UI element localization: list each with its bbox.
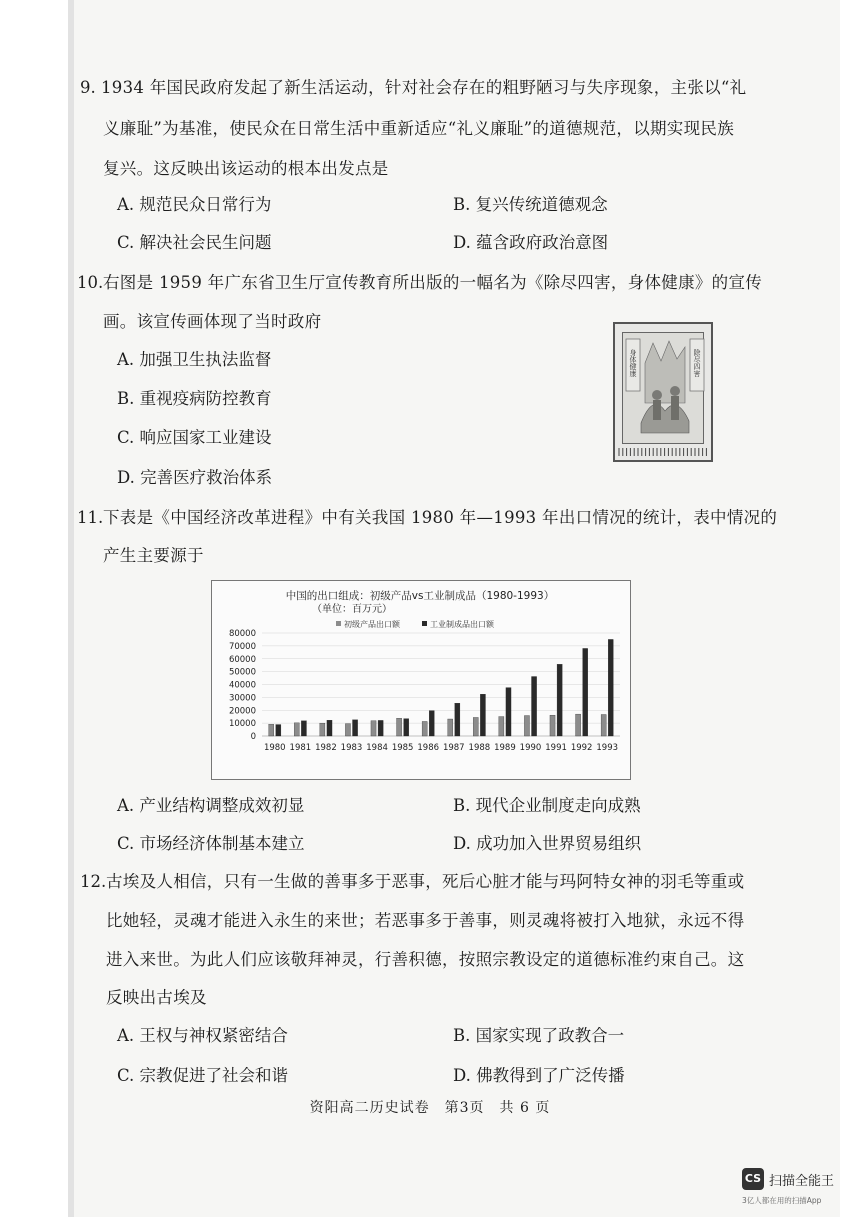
question-number: 11. [77, 508, 104, 527]
poster-right-text: 除尽四害 [693, 349, 701, 377]
propaganda-poster-image [613, 322, 713, 462]
poster-border-pattern [615, 446, 711, 458]
x-tick-label: 1985 [391, 743, 414, 753]
question-text-line: 画。该宣传画体现了当时政府 [103, 312, 322, 331]
x-tick-label: 1989 [494, 743, 516, 753]
x-tick-label: 1987 [442, 743, 465, 753]
question-number: 9. [80, 78, 96, 97]
bar-primary [371, 721, 376, 736]
x-tick-label: 1988 [468, 743, 491, 753]
bar-manufactured [404, 719, 409, 736]
option-a: A. 规范民众日常行为 [117, 195, 272, 214]
bar-manufactured [557, 664, 562, 736]
x-tick-label: 1980 [263, 743, 286, 753]
bar-manufactured [480, 694, 485, 736]
export-bar-chart [212, 581, 629, 778]
x-tick-label: 1984 [366, 743, 388, 753]
chart-subtitle: （单位：百万元） [312, 604, 392, 615]
y-tick-label: 0 [250, 732, 256, 742]
option-a: A. 产业结构调整成效初显 [117, 796, 305, 815]
option-b: B. 国家实现了政教合一 [453, 1026, 625, 1045]
chart-bars [269, 639, 614, 736]
question-text-line: 古埃及人相信，只有一生做的善事多于恶事，死后心脏才能与玛阿特女神的羽毛等重或 [106, 872, 745, 891]
y-tick-label: 10000 [228, 719, 256, 730]
page-footer: 资阳高二历史试卷 第3页 共 6 页 [309, 1100, 551, 1116]
bar-manufactured [429, 711, 434, 736]
poster-illustration [623, 333, 707, 447]
poster-artwork [622, 332, 704, 444]
bar-primary [320, 723, 325, 736]
option-a: A. 加强卫生执法监督 [117, 350, 272, 369]
y-tick-label: 50000 [228, 667, 256, 678]
bar-manufactured [608, 639, 613, 736]
chart-grid [262, 633, 620, 736]
bar-primary [550, 715, 555, 736]
bar-manufactured [506, 688, 511, 736]
question-text-line: 反映出古埃及 [106, 988, 207, 1007]
y-tick-label: 40000 [228, 680, 256, 691]
option-b: B. 复兴传统道德观念 [453, 195, 608, 214]
question-text-line: 1934 年国民政府发起了新生活运动，针对社会存在的粗野陋习与失序现象，主张以“礼 [101, 78, 747, 97]
bar-primary [397, 718, 402, 736]
bar-primary [576, 714, 581, 736]
x-tick-label: 1983 [340, 743, 363, 753]
bar-manufactured [455, 703, 460, 736]
question-text-line: 复兴。这反映出该运动的根本出发点是 [103, 159, 389, 178]
bar-manufactured [353, 720, 358, 736]
legend-swatch [336, 621, 341, 626]
question-text-line: 义廉耻”为基准，使民众在日常生活中重新适应“礼义廉耻”的道德规范，以期实现民族 [103, 119, 735, 138]
y-tick-label: 30000 [228, 693, 256, 704]
scanner-app-tagline: 3亿人都在用的扫描App [742, 1196, 822, 1205]
question-text-line: 比她轻，灵魂才能进入永生的来世；若恶事多于善事，则灵魂将被打入地狱，永远不得 [106, 911, 745, 930]
x-tick-label: 1982 [315, 743, 337, 753]
bar-primary [345, 724, 350, 736]
chart-legend [336, 619, 495, 629]
y-tick-label: 20000 [228, 706, 256, 717]
bar-manufactured [327, 720, 332, 736]
y-tick-label: 70000 [228, 641, 256, 652]
x-tick-label: 1986 [417, 743, 440, 753]
option-c: C. 解决社会民生问题 [117, 233, 272, 252]
bar-primary [269, 724, 274, 736]
bar-primary [499, 717, 504, 736]
bar-primary [601, 714, 606, 736]
legend-label: 初级产品出口额 [344, 620, 400, 629]
scanner-logo-icon: CS [742, 1168, 764, 1190]
option-c: C. 市场经济体制基本建立 [117, 834, 305, 853]
question-number: 12. [80, 872, 107, 891]
option-c: C. 响应国家工业建设 [117, 428, 272, 447]
bar-manufactured [583, 648, 588, 736]
x-tick-label: 1991 [545, 743, 567, 753]
x-tick-label: 1981 [289, 743, 312, 753]
option-d: D. 佛教得到了广泛传播 [453, 1066, 625, 1085]
poster-left-text: 身体健康 [629, 349, 637, 377]
question-text-line: 下表是《中国经济改革进程》中有关我国 1980 年—1993 年出口情况的统计，表中情况的 [103, 508, 778, 527]
x-tick-label: 1992 [570, 743, 593, 753]
y-tick-label: 60000 [228, 654, 256, 665]
bar-primary [473, 717, 478, 736]
bar-manufactured [276, 725, 281, 736]
bar-manufactured [532, 677, 537, 736]
option-d: D. 完善医疗救治体系 [117, 468, 273, 487]
option-a: A. 王权与神权紧密结合 [117, 1026, 288, 1045]
chart-title: 中国的出口组成：初级产品vs工业制成品（1980-1993） [285, 590, 555, 602]
x-tick-label: 1993 [596, 743, 619, 753]
option-d: D. 成功加入世界贸易组织 [453, 834, 642, 853]
chart-y-axis [229, 629, 256, 742]
question-text-line: 右图是 1959 年广东省卫生厅宣传教育所出版的一幅名为《除尽四害，身体健康》的宣传 [103, 273, 763, 292]
question-number: 10. [77, 273, 104, 292]
y-tick-label: 80000 [228, 629, 256, 639]
bar-manufactured [378, 720, 383, 736]
bar-primary [524, 716, 529, 736]
bar-primary [294, 723, 299, 736]
option-b: B. 现代企业制度走向成熟 [453, 796, 641, 815]
scanner-app-watermark [742, 1168, 852, 1208]
bar-primary [448, 719, 453, 736]
option-d: D. 蕴含政府政治意图 [453, 233, 609, 252]
question-text-line: 产生主要源于 [103, 546, 204, 565]
option-b: B. 重视疫病防控教育 [117, 389, 272, 408]
export-chart [211, 580, 631, 780]
legend-label: 工业制成品出口额 [430, 620, 494, 629]
scanner-app-name: 扫描全能王 [769, 1174, 835, 1189]
x-tick-label: 1990 [519, 743, 542, 753]
bar-primary [422, 721, 427, 736]
option-c: C. 宗教促进了社会和谐 [117, 1066, 289, 1085]
legend-swatch [422, 621, 427, 626]
question-text-line: 进入来世。为此人们应该敬拜神灵，行善积德，按照宗教设定的道德标准约束自己。这 [106, 950, 745, 969]
chart-x-axis [264, 743, 618, 753]
bar-manufactured [301, 721, 306, 736]
